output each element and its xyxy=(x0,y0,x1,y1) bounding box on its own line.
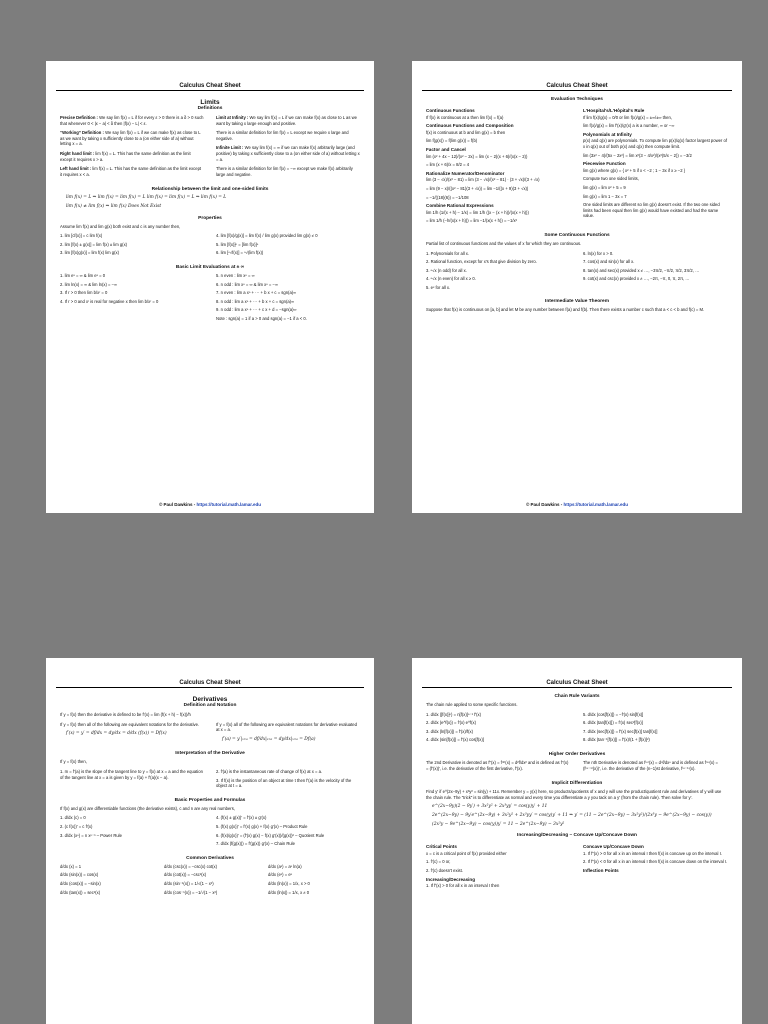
basic-formula-item: 3. d/dx (xⁿ) = n xⁿ⁻¹ – Power Rule xyxy=(60,832,122,838)
technique-head: Continuous Functions and Composition xyxy=(426,123,514,129)
definition-label: Right hand limit : xyxy=(60,150,95,156)
technique-line: lim (3 − √x)/(x² − 81) = lim (3 − √x)/(x² − 81) · (3 + √x)/(3 + √x) xyxy=(426,177,540,183)
basic-limit-item: 3. If r > 0 then lim b/xʳ = 0 xyxy=(60,290,108,296)
higher-left: The 2nd Derivative is denoted as f″(x) = f⁽²⁾(x) = d²f/dx² and is defined as f″(x) = (f′(x))′, i.e. the derivative of the first derivative, f′(x). xyxy=(426,759,569,771)
definition-text: There is a similar definition for lim f(x) = −∞ except we make f(x) arbitrarily large and negative. xyxy=(216,166,353,177)
page-limits xyxy=(46,61,374,513)
definition-item xyxy=(60,115,204,126)
section-subtitle: Definitions xyxy=(197,106,223,111)
basic-limit-item: 8. n odd : lim a xⁿ + ··· + b x + c = sgn(a)∞ xyxy=(216,298,295,304)
interp-item: 1. m = f′(a) is the slope of the tangent line to y = f(x) at x = a and the equation of the tangent line at x = a is given by y = f(a) + f′(a)(x − a). xyxy=(60,768,203,780)
technique-line: lim g(x) where g(x) = { x² + 5 if x < −2 ; 1 − 3x if x ≥ −2 } xyxy=(583,167,686,173)
interp-item: 3. If f(x) is the position of an object at time t then f′(a) is the velocity of the object at t = a. xyxy=(216,777,352,789)
technique-line: = lim 1/h (−h/(x(x + h))) = lim −1/(x(x + h)) = −1/x² xyxy=(426,218,517,224)
critical-line: x = c is a critical point of f(x) provided either xyxy=(426,850,507,856)
chain-rule-item: 8. d/dx (tan⁻¹[f(x)]) = f′(x)/(1 + [f(x)]²) xyxy=(583,737,650,743)
definition-text: We say lim f(x) = L if we can make f(x) as close to L as we want by taking x large enough and positive. xyxy=(216,115,357,126)
concave-line: 1. If f″(x) > 0 for all x in an interval I then f(x) is concave up on the interval I. xyxy=(583,850,722,856)
basic-limits-left xyxy=(60,273,204,325)
definitions-left xyxy=(60,115,204,181)
basic-limit-item: 5. n even : lim xⁿ = ∞ xyxy=(216,272,255,278)
footer-link[interactable]: https://tutorial.math.lamar.edu xyxy=(563,502,629,507)
section-title: Higher Order Derivatives xyxy=(548,751,606,757)
common-derivative-item: d/dx (ln|x|) = 1/x, x ≠ 0 xyxy=(268,889,310,895)
section-title: Relationship between the limit and one-sided limits xyxy=(151,187,269,193)
basic-limit-item: 1. lim eˣ = ∞ & lim eˣ = 0 xyxy=(60,272,106,278)
common-derivative-item: d/dx (cot(x)) = −csc²(x) xyxy=(164,872,207,878)
definition-item xyxy=(216,115,360,126)
ivt-text: Suppose that f(x) is continuous on [a, b] and let M be any number between f(a) and f(b). Then there exists a number c such that a < c < b and f(c) = M. xyxy=(426,307,705,313)
technique-line: = −1/((18)(6)) = −1/108 xyxy=(426,194,469,200)
common-derivative-item: d/dx (sin⁻¹(x)) = 1/√(1 − x²) xyxy=(164,880,214,886)
definition-label: Precise Definition : xyxy=(60,115,98,120)
page-footer xyxy=(46,502,374,507)
definition-text: We say lim f(x) = L if for every ε > 0 there is a δ > 0 such that whenever 0 < |x − a| < δ then |f(x) − L| < ε. xyxy=(60,115,204,126)
common-derivatives-col2 xyxy=(164,864,256,898)
basic-formula-item: 5. (f(x) g(x))′ = f′(x) g(x) + f(x) g′(x) – Product Rule xyxy=(216,823,308,829)
basic-formulas-right xyxy=(216,815,360,849)
continuous-item: 4. ⁿ√x (n even) for all x ≥ 0. xyxy=(426,276,476,282)
continuous-item: 9. cot(x) and csc(x) provided x ≠ …, −2π, −π, 0, π, 2π, … xyxy=(583,276,690,282)
basic-formula-item: 2. (c f(x))′ = c f′(x) xyxy=(60,823,93,829)
definition-item xyxy=(216,166,360,177)
section-title: Some Continuous Functions xyxy=(544,232,610,238)
critical-line: 2. f′(c) doesn't exist. xyxy=(426,867,463,873)
technique-head: L'Hospital's/L'Hôpital's Rule xyxy=(583,108,645,113)
continuous-left xyxy=(426,251,571,294)
common-derivative-item: d/dx (x) = 1 xyxy=(60,863,82,869)
common-derivative-item: d/dx (ln(x)) = 1/x, x > 0 xyxy=(268,880,310,886)
definition-item xyxy=(60,151,204,162)
chain-rule-item: 3. d/dx (ln[f(x)]) = f′(x)/f(x) xyxy=(426,728,473,734)
basic-limit-item: Note : sgn(a) = 1 if a > 0 and sgn(a) = −1 if a < 0. xyxy=(216,315,307,321)
chain-rule-item: 1. d/dx ([f(x)]ⁿ) = n[f(x)]ⁿ⁻¹ f′(x) xyxy=(426,711,482,717)
continuous-right xyxy=(583,251,728,294)
section-title: Intermediate Value Theorem xyxy=(545,299,609,305)
page-title: Limits xyxy=(200,99,220,106)
definition-item xyxy=(60,166,204,177)
implicit-line: e^(2x−9y)(2 − 9y′) + 3x²y² + 2x³yy′ = cos(y)y′ + 11 xyxy=(432,804,548,810)
footer-author: © Paul Dawkins - xyxy=(525,502,564,507)
definition-label: “Working” Definition : xyxy=(60,130,104,136)
continuous-item: 1. Polynomials for all x. xyxy=(426,250,470,256)
subsection-head: Critical Points xyxy=(426,844,457,850)
common-derivative-item: d/dx (aˣ) = aˣ ln(a) xyxy=(268,863,302,869)
definition-text: We say lim f(x) = L if we can make f(x) as close to L as we want by taking x sufficiently close to a (on either side of a) without letting x = a. xyxy=(60,130,201,147)
section-title: Implicit Differentiation xyxy=(551,781,603,787)
properties-intro: Assume lim f(x) and lim g(x) both exist and c is any number then, xyxy=(60,223,181,229)
page-derivatives xyxy=(46,658,374,1024)
notation-right-math: f′(a) = y′|ₓ₌ₐ = df/dx|ₓ₌ₐ = dy/dx|ₓ₌ₐ = Df(a) xyxy=(222,736,316,742)
basic-formula-item: 6. (f(x)/g(x))′ = (f′(x) g(x) − f(x) g′(x))/(g(x))² – Quotient Rule xyxy=(216,832,325,838)
page-chain-rule xyxy=(412,658,742,1024)
techniques-left xyxy=(426,105,571,227)
common-derivative-item: d/dx (cos⁻¹(x)) = −1/√(1 − x²) xyxy=(164,889,218,895)
property-item: 5. lim [f(x)]ⁿ = [lim f(x)]ⁿ xyxy=(216,241,259,247)
technique-line: lim (3x² − 4)/(5x − 2x²) = lim x²(3 − 4/x²)/(x²(5/x − 2)) = −3/2 xyxy=(583,152,692,158)
basic-limit-item: 4. If r > 0 and xʳ is real for negative x then lim b/xʳ = 0 xyxy=(60,298,159,304)
common-derivative-item: d/dx (sin(x)) = cos(x) xyxy=(60,872,99,878)
technique-head: Piecewise Function xyxy=(583,161,626,167)
properties-right xyxy=(216,233,360,259)
notation-left-text: If y = f(x) then all of the following are equivalent notations for the derivative. xyxy=(60,721,200,727)
technique-line: = lim (9 − x)/((x² − 81)(3 + √x)) = lim −1/((x + 9)(3 + √x)) xyxy=(426,185,529,191)
page-header: Calculus Cheat Sheet xyxy=(56,680,364,688)
common-derivatives-col3 xyxy=(268,864,360,898)
section-title: Properties xyxy=(198,215,222,221)
relationship-block xyxy=(60,195,360,209)
relationship-line: lim f(x) = L ⇒ lim f(x) = lim f(x) = L lim f(x) = lim f(x) = L ⇒ lim f(x) = L xyxy=(66,195,227,201)
critical-lines xyxy=(426,851,571,874)
technique-line: lim f(g(x)) = f(lim g(x)) = f(b) xyxy=(426,138,478,144)
property-item: 6. lim [ⁿ√f(x)] = ⁿ√(lim f(x)) xyxy=(216,250,264,256)
footer-author: © Paul Dawkins - xyxy=(158,502,197,507)
technique-head: Continuous Functions xyxy=(426,108,475,113)
concave-lines xyxy=(583,851,728,865)
section-title: Chain Rule Variants xyxy=(554,694,600,699)
section-title: Basic Limit Evaluations at ± ∞ xyxy=(175,264,245,270)
continuous-item: 3. ⁿ√x (n odd) for all x. xyxy=(426,267,467,273)
chain-rule-item: 6. d/dx (tan[f(x)]) = f′(x) sec²[f(x)] xyxy=(583,720,643,726)
interp-right xyxy=(216,769,360,792)
implicit-lines xyxy=(426,804,728,827)
interp-item: 2. f′(a) is the instantaneous rate of change of f(x) at x = a. xyxy=(216,768,323,774)
definition-line: If y = f(x) then the derivative is defined to be f′(x) = lim (f(x + h) − f(x))/h xyxy=(60,712,191,717)
techniques-right xyxy=(583,105,728,227)
common-derivative-item: d/dx (csc(x)) = −csc(x) cot(x) xyxy=(164,863,218,869)
page-title: Derivatives xyxy=(192,696,228,703)
technique-line: lim g(x) = lim 1 − 3x = 7 xyxy=(583,193,627,199)
common-derivative-item: d/dx (eˣ) = eˣ xyxy=(268,872,293,878)
properties-left xyxy=(60,233,204,259)
common-derivative-item: d/dx (tan(x)) = sec²(x) xyxy=(60,889,101,895)
property-item: 4. lim [f(x)/g(x)] = lim f(x) / lim g(x) provided lim g(x) ≠ 0 xyxy=(216,233,318,239)
definition-text: There is a similar definition for lim f(x) = L except we require x large and negative. xyxy=(216,130,349,141)
notation-right-text: If y = f(x) all of the following are equivalent notations for derivative evaluated at x = a. xyxy=(216,721,357,733)
technique-line: lim f(x)/g(x) = lim f′(x)/g′(x) a is a number, ∞ or −∞ xyxy=(583,123,675,129)
technique-head: Combine Rational Expressions xyxy=(426,203,494,209)
chain-rule-item: 4. d/dx (sin[f(x)]) = f′(x) cos[f(x)] xyxy=(426,737,484,743)
page-evaluation-techniques xyxy=(412,61,742,513)
property-item: 1. lim [cf(x)] = c lim f(x) xyxy=(60,233,103,239)
section-title: Interpretation of the Derivative xyxy=(175,751,245,757)
page-header: Calculus Cheat Sheet xyxy=(56,83,364,91)
continuous-item: 5. eˣ for all x. xyxy=(426,284,451,290)
chain-intro: The chain rule applied to some specific functions. xyxy=(426,702,518,707)
definition-text: lim f(x) = L. This has the same definition as the limit except it requires x > a. xyxy=(60,150,191,162)
technique-line: lim (x² + 4x − 12)/(x² − 2x) = lim (x − 2)(x + 6)/(x(x − 2)) xyxy=(426,153,528,159)
critical-line: 1. f′(c) = 0 or, xyxy=(426,859,451,865)
technique-head: Polynomials at Infinity xyxy=(583,131,632,137)
implicit-line: 2e^(2x−9y) − 9y′e^(2x−9y) + 3x²y² + 2x³yy′ = cos(y)y′ + 11 ⇒ y′ = (11 − 2e^(2x−9y) − 3x²y²)/(2x³y − 9e^(2x−9y) − cos(y)) xyxy=(432,812,712,818)
basic-intro: If f(x) and g(x) are differentiable functions (the derivative exists), c and n are any real numbers, xyxy=(60,805,235,811)
definition-item xyxy=(216,145,360,162)
implicit-text: Find y′ if e^(2x−9y) + x³y² = sin(y) + 11x. Remember y = y(x) here, so products/quotients of x and y will use the product/quotient rule and derivatives of y will use the chain rule. The “trick” is to differentiate as normal and every time you differentiate a y you tack on a y′ (from the chain rule). Then solve for y′. xyxy=(426,789,722,800)
continuous-intro: Partial list of continuous functions and the values of x for which they are continuous. xyxy=(426,240,582,246)
subsection-head: Inflection Points xyxy=(583,867,619,873)
page-header: Calculus Cheat Sheet xyxy=(422,680,732,688)
basic-formula-item: 1. d/dx (c) = 0 xyxy=(60,815,86,821)
definition-item xyxy=(60,130,204,147)
definition-text: lim f(x) = L. This has the same definition as the limit except it requires x < a. xyxy=(60,166,202,177)
technique-line: lim 1/h (1/(x + h) − 1/x) = lim 1/h ((x − (x + h))/(x(x + h))) xyxy=(426,209,529,215)
definition-label: Left hand limit : xyxy=(60,166,92,172)
technique-line: Compute two one sided limits, xyxy=(583,176,639,182)
basic-limits-right xyxy=(216,273,360,325)
property-item: 3. lim [f(x)g(x)] = lim f(x) lim g(x) xyxy=(60,250,119,256)
chain-rule-item: 7. d/dx (sec[f(x)]) = f′(x) sec[f(x)] tan[f(x)] xyxy=(583,728,658,734)
basic-formula-item: 7. d/dx (f(g(x))) = f′(g(x)) g′(x) – Chain Rule xyxy=(216,841,295,847)
implicit-line: (2x³y − 9e^(2x−9y) − cos(y))y′ = 11 − 2e^(2x−9y) − 3x²y² xyxy=(432,821,565,827)
technique-line: p(x) and q(x) are polynomials. To compute lim p(x)/q(x) factor largest power of x in q(x) out of both p(x) and q(x) then compute limit. xyxy=(583,138,727,149)
continuous-item: 6. ln(x) for x > 0. xyxy=(583,250,614,256)
definition-text: We say lim f(x) = ∞ if we can make f(x) arbitrarily large (and positive) by taking x sufficiently close to a (on either side of a) without letting x = a. xyxy=(216,145,360,162)
common-derivatives-col1 xyxy=(60,864,152,898)
continuous-item: 8. tan(x) and sec(x) provided x ≠ …, −3π/2, −π/2, π/2, 3π/2, … xyxy=(583,267,700,273)
definition-label: Limit at Infinity : xyxy=(216,115,249,120)
page-footer xyxy=(412,502,742,507)
basic-limit-item: 7. n even : lim a xⁿ + ··· + b x + c = sgn(a)∞ xyxy=(216,290,297,296)
basic-limit-item: 2. lim ln(x) = ∞ & lim ln(x) = −∞ xyxy=(60,281,118,287)
technique-head: Rationalize Numerator/Denominator xyxy=(426,170,505,176)
chain-left xyxy=(426,712,571,746)
chain-right xyxy=(583,712,728,746)
technique-line: f(x) is continuous at b and lim g(x) = b then xyxy=(426,129,506,135)
page-header: Calculus Cheat Sheet xyxy=(422,83,732,91)
subsection-head: Concave Up/Concave Down xyxy=(583,844,644,850)
interp-intro: If y = f(x) then, xyxy=(60,759,87,765)
section-title: Increasing/Decreasing – Concave Up/Concave Down xyxy=(517,833,637,839)
relationship-line: lim f(x) ≠ lim f(x) ⇒ lim f(x) Does Not Exist xyxy=(66,203,162,209)
definitions-right xyxy=(216,115,360,181)
higher-right: The nth Derivative is denoted as f⁽ⁿ⁾(x) = dⁿf/dxⁿ and is defined as f⁽ⁿ⁾(x) = (f⁽ⁿ⁻¹⁾(x))′, i.e. the derivative of the (n−1)st derivative, f⁽ⁿ⁻¹⁾(x). xyxy=(583,759,718,771)
common-derivative-item: d/dx (cos(x)) = −sin(x) xyxy=(60,880,101,886)
technique-line: lim g(x) = lim x² + 5 = 9 xyxy=(583,184,626,190)
incdec-line: 1. If f′(x) > 0 for all x in an interval I then xyxy=(426,883,500,889)
section-title: Common Derivatives xyxy=(186,855,234,861)
technique-line: One sided limits are different so lim g(x) doesn't exist. If the two one sided limits had been equal then lim g(x) would have existed and had the same value. xyxy=(583,202,720,219)
chain-rule-item: 5. d/dx (cos[f(x)]) = −f′(x) sin[f(x)] xyxy=(583,711,644,717)
basic-formulas-left xyxy=(60,815,204,849)
footer-link[interactable]: https://tutorial.math.lamar.edu xyxy=(196,502,262,507)
technique-line: If lim f(x)/g(x) = 0/0 or lim f(x)/g(x) = ±∞/±∞ then, xyxy=(583,114,672,120)
technique-line: = lim (x + 6)/x = 8/2 = 4 xyxy=(426,162,470,168)
definition-label: Infinite Limit : xyxy=(216,145,244,151)
incdec-lines xyxy=(426,883,571,889)
basic-limit-item: 6. n odd : lim xⁿ = ∞ & lim xⁿ = −∞ xyxy=(216,281,278,287)
technique-line: If f(x) is continuous at a then lim f(x) = f(a) xyxy=(426,114,504,120)
subsection-head: Increasing/Decreasing xyxy=(426,876,476,882)
continuous-item: 2. Rational function, except for x's that give division by zero. xyxy=(426,259,537,265)
section-subtitle: Definition and Notation xyxy=(183,703,237,708)
definition-item xyxy=(216,130,360,141)
technique-head: Factor and Cancel xyxy=(426,146,466,152)
property-item: 2. lim [f(x) ± g(x)] = lim f(x) ± lim g(x) xyxy=(60,241,128,247)
chain-rule-item: 2. d/dx (e^f(x)) = f′(x) e^f(x) xyxy=(426,720,476,726)
page-title: Evaluation Techniques xyxy=(551,97,603,102)
section-title: Basic Properties and Formulas xyxy=(174,797,246,803)
basic-limit-item: 9. n odd : lim a xⁿ + ··· + c x + d = −sgn(a)∞ xyxy=(216,307,297,313)
basic-formula-item: 4. (f(x) ± g(x))′ = f′(x) ± g′(x) xyxy=(216,815,267,821)
continuous-item: 7. cos(x) and sin(x) for all x. xyxy=(583,259,635,265)
concave-line: 2. If f″(x) < 0 for all x in an interval I then f(x) is concave down on the interval I. xyxy=(583,859,728,865)
notation-left-math: f′(x) = y′ = df/dx = dy/dx = d/dx (f(x)) = Df(x) xyxy=(66,731,167,737)
